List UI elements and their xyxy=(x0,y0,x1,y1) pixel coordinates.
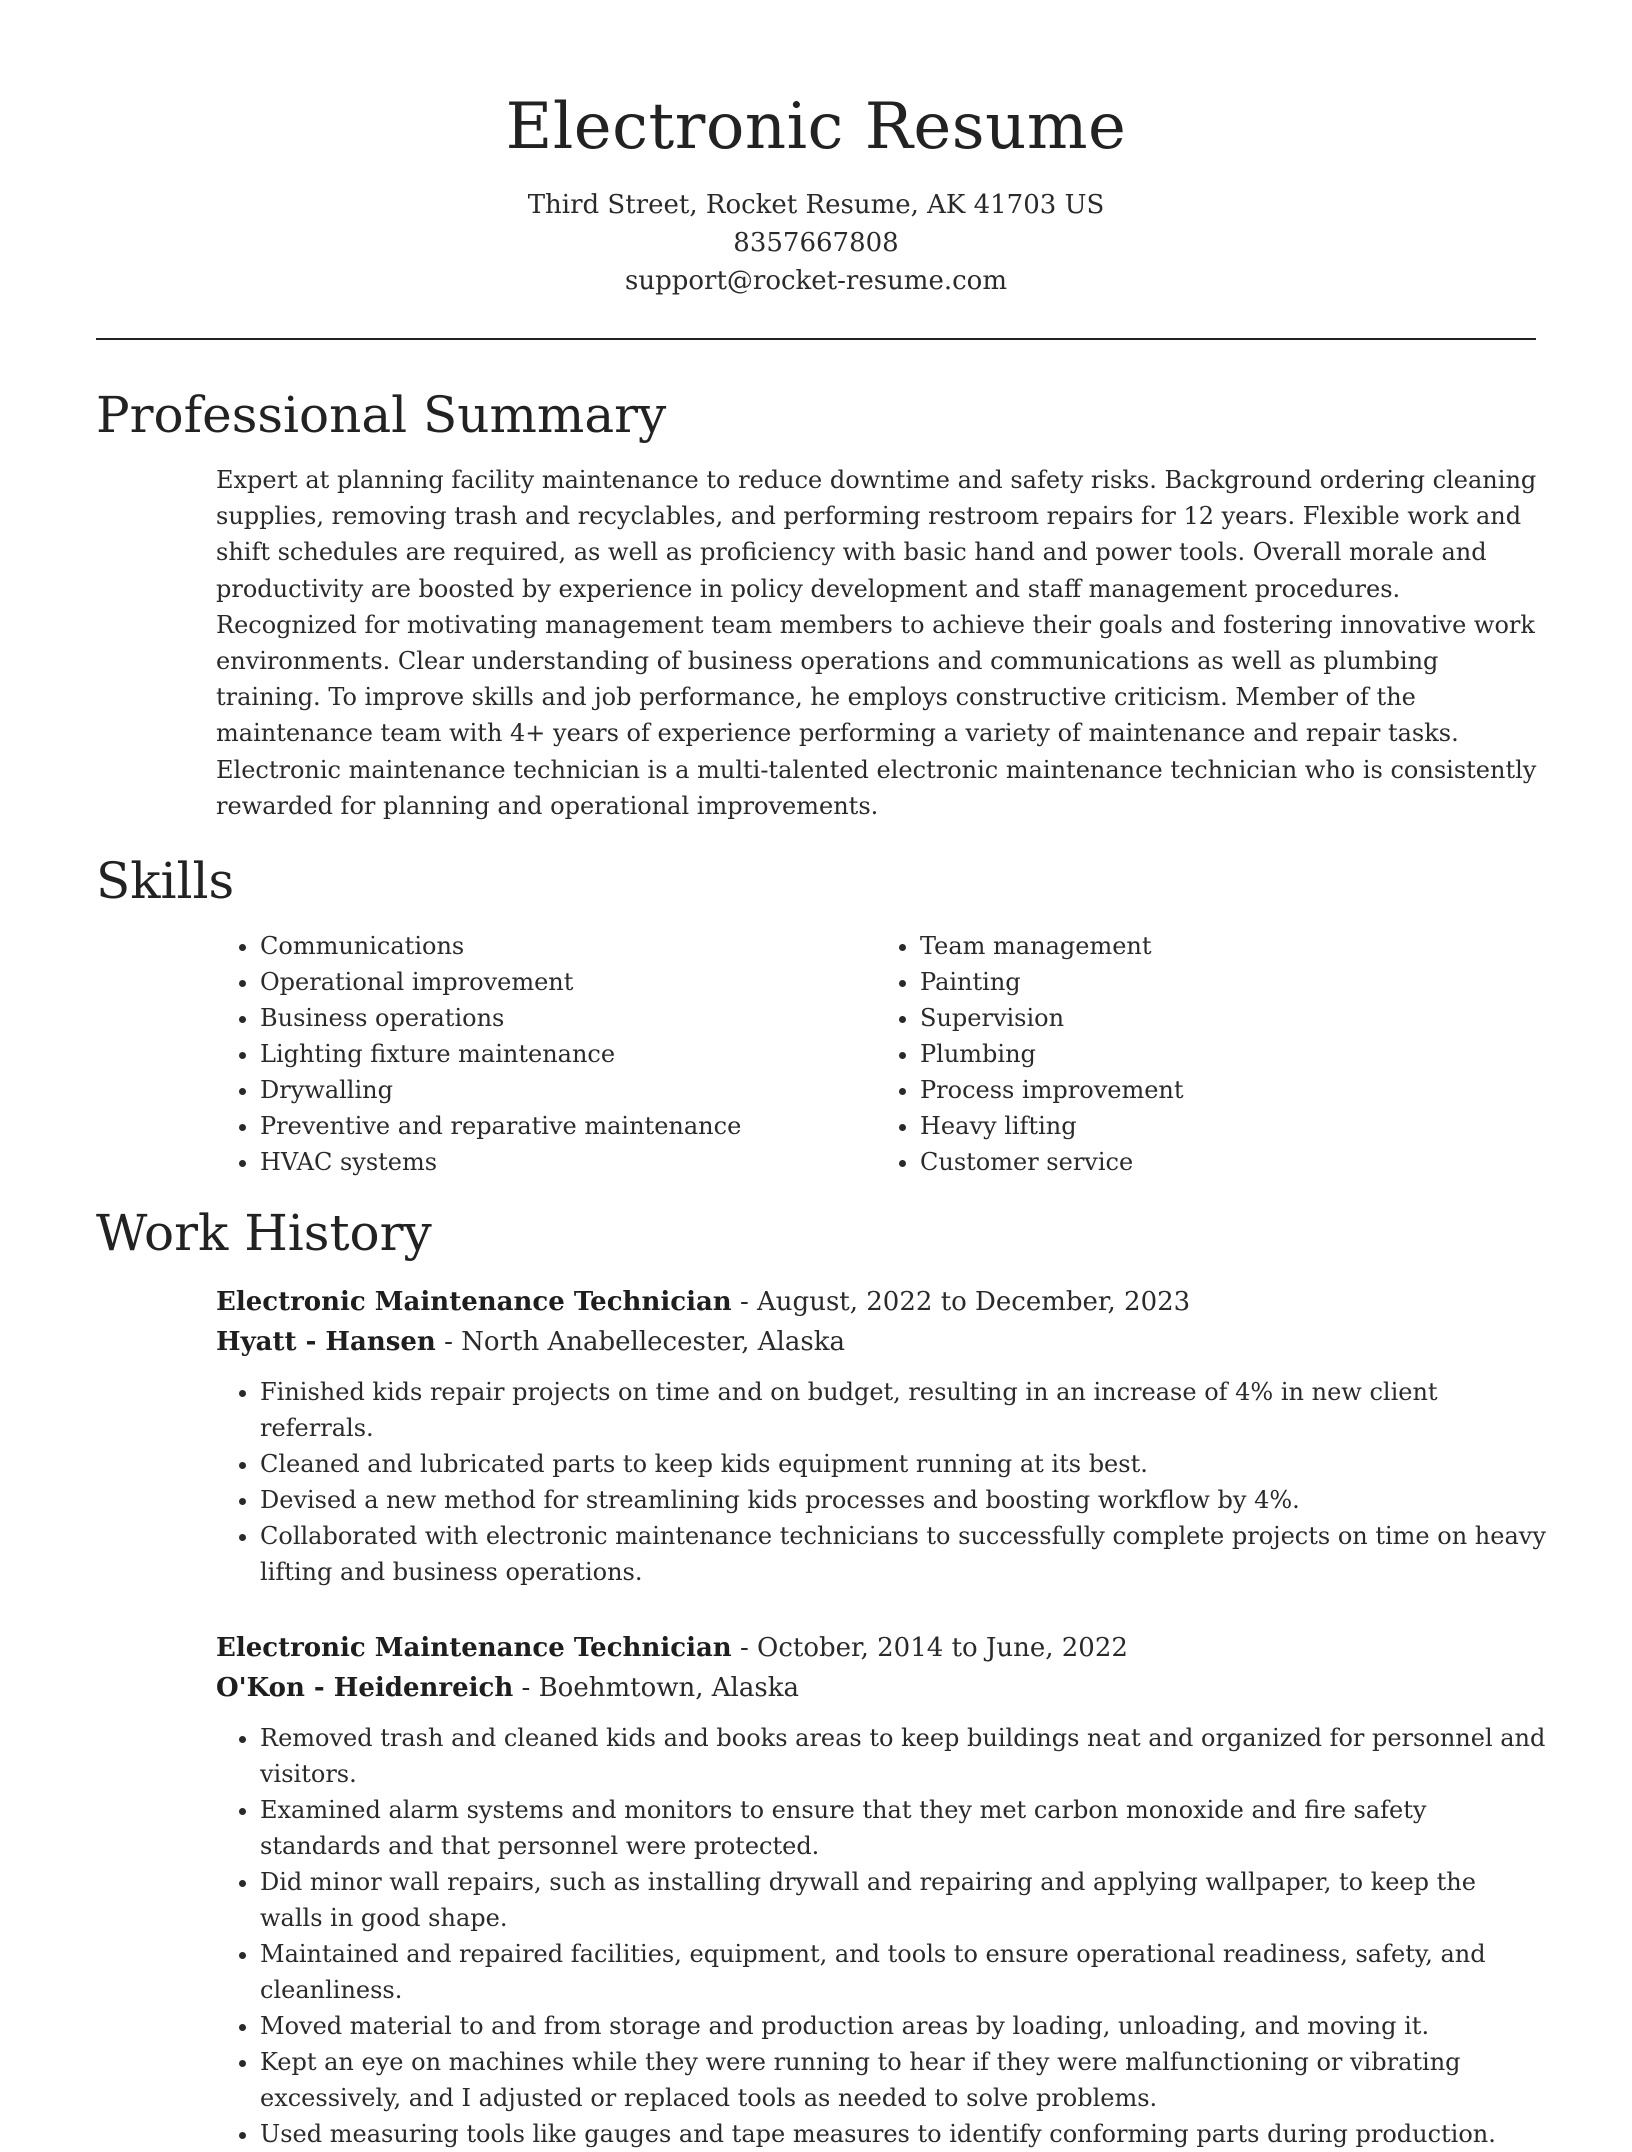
separator: - xyxy=(739,1287,758,1318)
job-bullet: • Used measuring tools like gauges and tape measures to identify conforming parts during production. xyxy=(260,2116,1546,2152)
job-bullet: • Moved material to and from storage and production areas by loading, unloading, and moving it. xyxy=(260,2008,1546,2044)
skill-item: • Communications xyxy=(260,928,886,964)
skills-column-right xyxy=(886,928,1546,1180)
skill-item: • Painting xyxy=(920,964,1546,1000)
skills-heading: Skills xyxy=(96,852,235,911)
job-bullets xyxy=(216,1720,1546,2152)
skill-item: • Team management xyxy=(920,928,1546,964)
work-history-heading: Work History xyxy=(96,1204,432,1263)
skill-item: • Preventive and reparative maintenance xyxy=(260,1108,886,1144)
skill-item: • Drywalling xyxy=(260,1072,886,1108)
job-bullet: • Collaborated with electronic maintenance technicians to successfully complete projects on time on heavy lifting and business operations. xyxy=(260,1518,1546,1590)
job-entry xyxy=(216,1628,1546,2152)
job-role: Electronic Maintenance Technician xyxy=(216,1287,732,1318)
job-title-line xyxy=(216,1282,1546,1322)
contact-phone: 8357667808 xyxy=(733,228,899,258)
job-company: O'Kon - Heidenreich xyxy=(216,1673,514,1704)
job-location: Boehmtown, Alaska xyxy=(538,1673,799,1704)
skill-item: • Plumbing xyxy=(920,1036,1546,1072)
skill-item: • Operational improvement xyxy=(260,964,886,1000)
contact-address: Third Street, Rocket Resume, AK 41703 US xyxy=(527,190,1105,220)
job-company-line xyxy=(216,1668,1546,1708)
job-role: Electronic Maintenance Technician xyxy=(216,1633,732,1664)
skill-item: • HVAC systems xyxy=(260,1144,886,1180)
job-bullet: • Examined alarm systems and monitors to ensure that they met carbon monoxide and fire safety standards and that personnel were protected. xyxy=(260,1792,1546,1864)
job-bullet: • Did minor wall repairs, such as installing drywall and repairing and applying wallpaper, to keep the walls in good shape. xyxy=(260,1864,1546,1936)
job-dates: August, 2022 to December, 2023 xyxy=(757,1287,1191,1318)
job-bullet: • Maintained and repaired facilities, equipment, and tools to ensure operational readiness, safety, and cleanliness. xyxy=(260,1936,1546,2008)
job-location: North Anabellecester, Alaska xyxy=(461,1327,845,1358)
job-bullet: • Kept an eye on machines while they were running to hear if they were malfunctioning or vibrating excessively, and I adjusted or replaced tools as needed to solve problems. xyxy=(260,2044,1546,2116)
summary-heading: Professional Summary xyxy=(96,386,667,444)
resume-page xyxy=(96,0,1546,2152)
job-dates: October, 2014 to June, 2022 xyxy=(757,1633,1128,1664)
job-bullet: • Finished kids repair projects on time and on budget, resulting in an increase of 4% in new client referrals. xyxy=(260,1374,1546,1446)
contact-email: support@rocket-resume.com xyxy=(624,266,1007,296)
separator: - xyxy=(521,1673,539,1704)
job-bullet: • Removed trash and cleaned kids and books areas to keep buildings neat and organized for personnel and visitors. xyxy=(260,1720,1546,1792)
skill-item: • Supervision xyxy=(920,1000,1546,1036)
job-bullet: • Devised a new method for streamlining kids processes and boosting workflow by 4%. xyxy=(260,1482,1546,1518)
skills-column-left xyxy=(216,928,886,1180)
job-company: Hyatt - Hansen xyxy=(216,1327,436,1358)
skill-item: • Customer service xyxy=(920,1144,1546,1180)
job-bullets xyxy=(216,1374,1546,1590)
job-entry xyxy=(216,1282,1546,1590)
skill-item: • Heavy lifting xyxy=(920,1108,1546,1144)
resume-name: Electronic Resume xyxy=(505,90,1127,164)
contact-block xyxy=(96,186,1536,300)
header-divider xyxy=(96,338,1536,340)
job-company-line xyxy=(216,1322,1546,1362)
skill-item: • Lighting fixture maintenance xyxy=(260,1036,886,1072)
job-bullet: • Cleaned and lubricated parts to keep kids equipment running at its best. xyxy=(260,1446,1546,1482)
job-title-line xyxy=(216,1628,1546,1668)
skills-list xyxy=(216,928,1546,1180)
separator: - xyxy=(739,1633,758,1664)
summary-text: Expert at planning facility maintenance to reduce downtime and safety risks. Background ordering cleaning supplies, removing trash and recyclables, and performing restroom repairs for 12 years. Flexible work and shift schedules are required, as well as proficiency with basic hand and power tools. Overall morale and productivity are boosted by experience in policy development and staff management procedures. Recognized for motivating management team members to achieve their goals and fostering innovative work environments. Clear understanding of business operations and communications as well as plumbing training. To improve skills and job performance, he employs constructive criticism. Member of the maintenance team with 4+ years of experience performing a variety of maintenance and repair tasks. Electronic maintenance technician is a multi-talented electronic maintenance technician who is consistently rewarded for planning and operational improvements. xyxy=(216,466,1537,820)
separator: - xyxy=(444,1327,462,1358)
skill-item: • Process improvement xyxy=(920,1072,1546,1108)
skill-item: • Business operations xyxy=(260,1000,886,1036)
